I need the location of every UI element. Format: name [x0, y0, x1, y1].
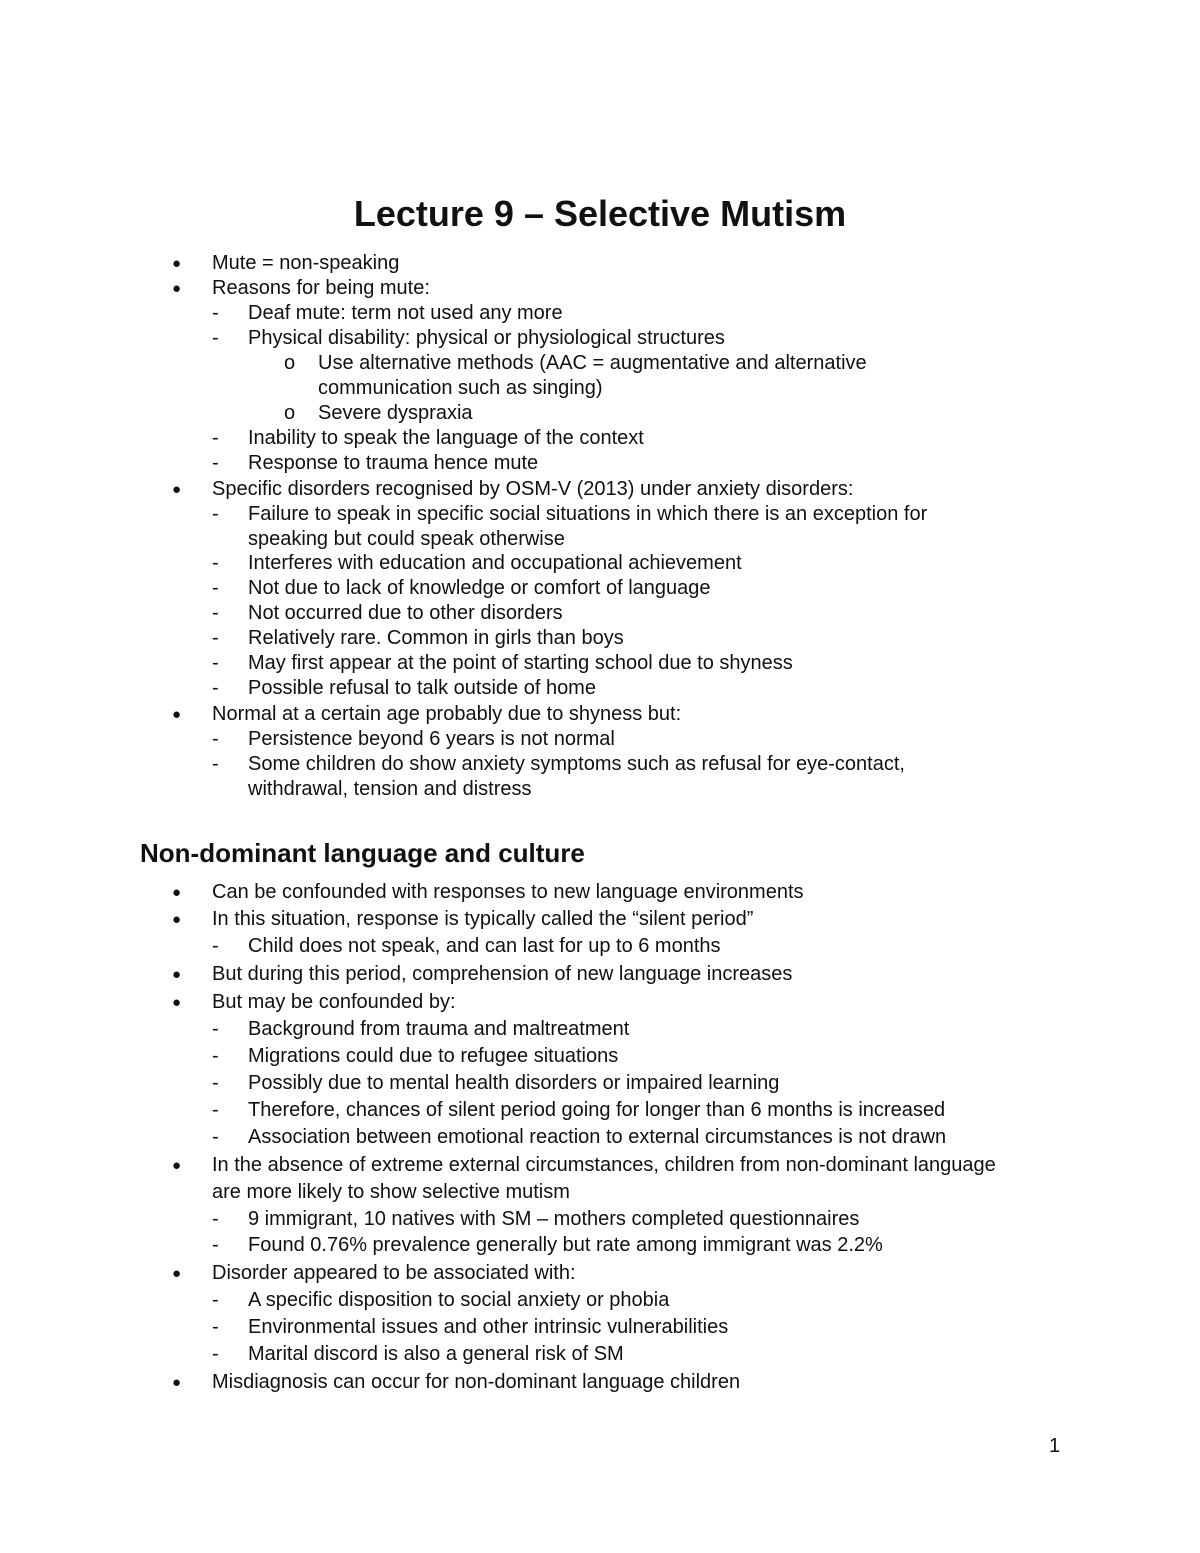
dash-marker: - [212, 1045, 219, 1067]
dash-marker: - [212, 602, 219, 624]
list-item: Use alternative methods (AAC = augmentative and alternative [318, 352, 867, 374]
dash-marker: - [212, 427, 219, 449]
dash-marker: - [212, 577, 219, 599]
list-item: Some children do show anxiety symptoms such as refusal for eye-contact, [248, 753, 905, 775]
list-item: Persistence beyond 6 years is not normal [248, 728, 615, 750]
bullet-marker: ● [172, 884, 182, 901]
list-item: Environmental issues and other intrinsic vulnerabilities [248, 1316, 729, 1338]
dash-marker: - [212, 452, 219, 474]
list-item: Interferes with education and occupational achievement [248, 552, 742, 574]
bullet-marker: ● [172, 706, 182, 723]
list-item: Background from trauma and maltreatment [248, 1018, 630, 1040]
dash-marker: - [212, 1099, 219, 1121]
bullet-marker: ● [172, 255, 182, 272]
list-item: Normal at a certain age probably due to shyness but: [212, 703, 682, 725]
dash-marker: - [212, 935, 219, 957]
bullet-marker: ● [172, 911, 182, 928]
list-item: Association between emotional reaction to external circumstances is not drawn [248, 1126, 947, 1148]
dash-marker: - [212, 1208, 219, 1230]
dash-marker: - [212, 1316, 219, 1338]
list-item: Misdiagnosis can occur for non-dominant language children [212, 1371, 741, 1393]
list-item: Not due to lack of knowledge or comfort of language [248, 577, 711, 599]
list-item: A specific disposition to social anxiety or phobia [248, 1289, 670, 1311]
dash-marker: - [212, 753, 219, 775]
list-item-continuation: communication such as singing) [318, 377, 603, 399]
bullet-marker: ● [172, 966, 182, 983]
list-item: Marital discord is also a general risk of SM [248, 1343, 624, 1365]
dash-marker: - [212, 503, 219, 525]
list-item: Specific disorders recognised by OSM-V (2013) under anxiety disorders: [212, 478, 854, 500]
list-item: In this situation, response is typically called the “silent period” [212, 908, 754, 930]
list-item-continuation: withdrawal, tension and distress [248, 778, 532, 800]
list-item: In the absence of extreme external circumstances, children from non-dominant language [212, 1154, 996, 1176]
list-item: But may be confounded by: [212, 991, 456, 1013]
list-item: Inability to speak the language of the context [248, 427, 644, 449]
list-item: Relatively rare. Common in girls than boys [248, 627, 624, 649]
dash-marker: - [212, 652, 219, 674]
bullet-marker: ● [172, 1374, 182, 1391]
dash-marker: - [212, 1018, 219, 1040]
list-item-continuation: speaking but could speak otherwise [248, 528, 565, 550]
dash-marker: - [212, 302, 219, 324]
list-item: Not occurred due to other disorders [248, 602, 563, 624]
dash-marker: - [212, 327, 219, 349]
list-item: Can be confounded with responses to new language environments [212, 881, 804, 903]
dash-marker: - [212, 627, 219, 649]
bullet-marker: ● [172, 1265, 182, 1282]
dash-marker: - [212, 728, 219, 750]
list-item: 9 immigrant, 10 natives with SM – mothers completed questionnaires [248, 1208, 860, 1230]
sub-marker: o [284, 402, 296, 424]
section-heading: Non-dominant language and culture [140, 838, 585, 868]
list-item: Found 0.76% prevalence generally but rate among immigrant was 2.2% [248, 1234, 883, 1256]
list-item: Severe dyspraxia [318, 402, 473, 424]
dash-marker: - [212, 677, 219, 699]
dash-marker: - [212, 1289, 219, 1311]
bullet-marker: ● [172, 481, 182, 498]
list-item: Failure to speak in specific social situations in which there is an exception for [248, 503, 928, 525]
sub-marker: o [284, 352, 296, 374]
dash-marker: - [212, 1126, 219, 1148]
page-title: Lecture 9 – Selective Mutism [353, 193, 847, 234]
dash-marker: - [212, 1343, 219, 1365]
dash-marker: - [212, 1072, 219, 1094]
page-number: 1 [1049, 1435, 1061, 1457]
dash-marker: - [212, 1234, 219, 1256]
bullet-marker: ● [172, 994, 182, 1011]
list-item: Child does not speak, and can last for up to 6 months [248, 935, 721, 957]
list-item: Migrations could due to refugee situations [248, 1045, 619, 1067]
list-item-continuation: are more likely to show selective mutism [212, 1181, 570, 1203]
list-item: Physical disability: physical or physiological structures [248, 327, 725, 349]
list-item: But during this period, comprehension of new language increases [212, 963, 793, 985]
list-item: Response to trauma hence mute [248, 452, 539, 474]
list-item: Possible refusal to talk outside of home [248, 677, 596, 699]
list-item: Possibly due to mental health disorders or impaired learning [248, 1072, 780, 1094]
bullet-marker: ● [172, 280, 182, 297]
list-item: Reasons for being mute: [212, 277, 430, 299]
dash-marker: - [212, 552, 219, 574]
list-item: May first appear at the point of starting school due to shyness [248, 652, 793, 674]
bullet-marker: ● [172, 1157, 182, 1174]
list-item: Mute = non-speaking [212, 252, 400, 274]
list-item: Therefore, chances of silent period going for longer than 6 months is increased [248, 1099, 946, 1121]
list-item: Disorder appeared to be associated with: [212, 1262, 576, 1284]
list-item: Deaf mute: term not used any more [248, 302, 563, 324]
